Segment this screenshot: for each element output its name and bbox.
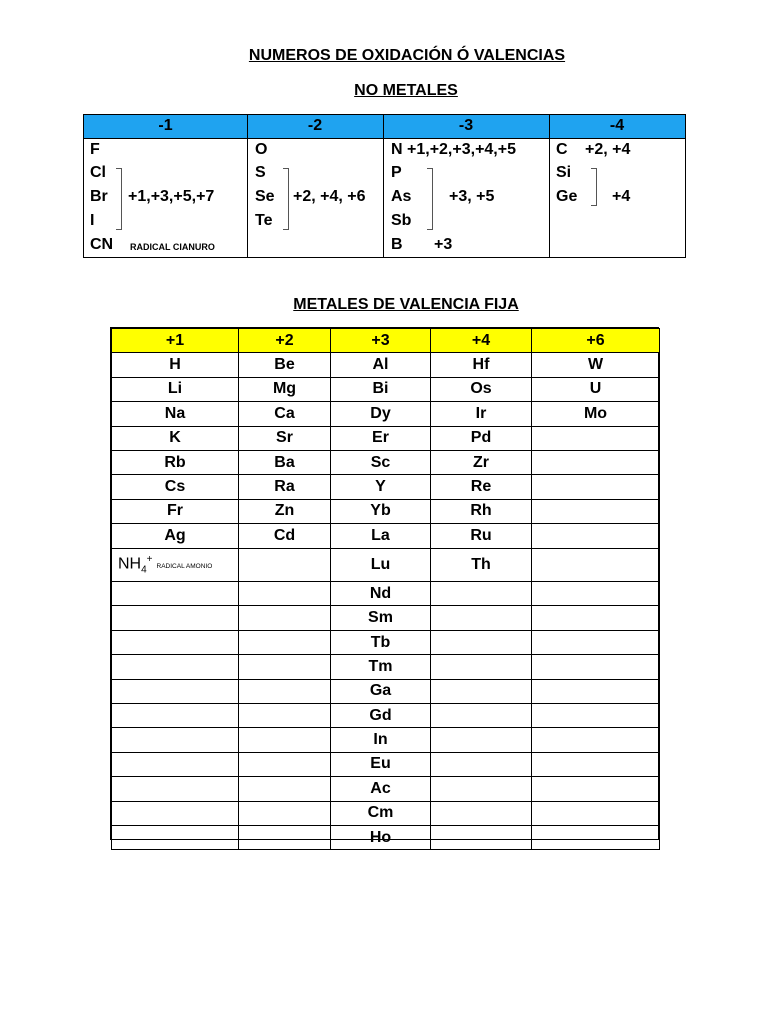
table-row (112, 679, 660, 703)
no-metales-title: NO METALES (354, 82, 458, 99)
table-row (112, 606, 660, 630)
element-cell: Dy (331, 402, 431, 426)
element-symbol: S (255, 164, 266, 181)
element-cell (112, 606, 239, 630)
element-cell: Hf (431, 353, 532, 377)
element-cell (112, 825, 239, 849)
element-cell (239, 752, 331, 776)
element-symbol: Sb (391, 212, 412, 229)
element-cell (532, 703, 660, 727)
element-symbol: O (255, 141, 268, 158)
element-cell (431, 606, 532, 630)
metales-header-row (112, 329, 660, 353)
element-cell (112, 582, 239, 606)
ammonium-radical-cell (112, 548, 239, 582)
element-symbol: P (391, 164, 402, 181)
element-cell: Ac (331, 777, 431, 801)
metales-fija-title: METALES DE VALENCIA FIJA (293, 296, 519, 313)
bracket-icon (283, 168, 289, 230)
element-symbol: Se (255, 188, 275, 205)
valence-values: +3, +5 (449, 188, 495, 205)
column-divider (383, 115, 384, 257)
column-divider (247, 115, 248, 257)
element-cell: Be (239, 353, 331, 377)
metales-valencia-fija-table (110, 327, 659, 846)
element-symbol: Ge (556, 188, 578, 205)
element-cell: Zn (239, 499, 331, 523)
element-cell: Eu (331, 752, 431, 776)
header-cell: -4 (609, 117, 625, 134)
element-cell: Tb (331, 630, 431, 654)
element-cell: Re (431, 475, 532, 499)
element-symbol: Br (90, 188, 108, 205)
element-cell: Mg (239, 377, 331, 401)
element-symbol: Te (255, 212, 273, 229)
bracket-icon (427, 168, 433, 230)
radical-label: RADICAL CIANURO (130, 242, 215, 252)
element-cell (431, 825, 532, 849)
element-cell (431, 655, 532, 679)
element-cell (431, 582, 532, 606)
element-cell (532, 499, 660, 523)
element-cell: Ca (239, 402, 331, 426)
element-cell (532, 752, 660, 776)
table-row (112, 752, 660, 776)
table-row (112, 377, 660, 401)
header-cell: +3 (331, 329, 431, 353)
element-cell: Nd (331, 582, 431, 606)
table-row (112, 524, 660, 548)
valence-values: +1,+3,+5,+7 (128, 188, 215, 205)
header-cell: -3 (458, 117, 474, 134)
table-row (112, 703, 660, 727)
element-cell: Rh (431, 499, 532, 523)
element-symbol: Cl (90, 164, 106, 181)
element-cell: Ru (431, 524, 532, 548)
table-row (112, 630, 660, 654)
element-cell (112, 679, 239, 703)
table-row (112, 728, 660, 752)
element-cell (431, 801, 532, 825)
element-cell: In (331, 728, 431, 752)
valence-values: +4 (612, 188, 631, 205)
element-cell: Sc (331, 450, 431, 474)
table-row (112, 450, 660, 474)
element-cell (532, 679, 660, 703)
element-cell: Tm (331, 655, 431, 679)
element-cell: Li (112, 377, 239, 401)
element-cell: Al (331, 353, 431, 377)
element-cell (532, 801, 660, 825)
element-cell (431, 777, 532, 801)
element-cell: Y (331, 475, 431, 499)
element-cell (112, 801, 239, 825)
ammonium-formula: NH (118, 554, 142, 572)
valence-values: +2, +4, +6 (293, 188, 366, 205)
page-title: NUMEROS DE OXIDACIÓN Ó VALENCIAS (248, 47, 566, 64)
element-cell: Rb (112, 450, 239, 474)
element-symbol: B (391, 236, 403, 253)
element-symbol: Si (556, 164, 572, 181)
element-cell (112, 752, 239, 776)
element-cell (431, 630, 532, 654)
element-cell: Pd (431, 426, 532, 450)
element-cell: Gd (331, 703, 431, 727)
table-row (112, 777, 660, 801)
element-cell (532, 450, 660, 474)
table-row (112, 499, 660, 523)
element-cell (239, 582, 331, 606)
element-cell: Cs (112, 475, 239, 499)
valence-values: +2, +4 (585, 141, 631, 158)
element-cell (532, 777, 660, 801)
element-cell (532, 524, 660, 548)
header-cell: -1 (158, 117, 173, 134)
element-cell: Ga (331, 679, 431, 703)
element-cell (239, 801, 331, 825)
element-cell: Na (112, 402, 239, 426)
bracket-icon (116, 168, 122, 230)
element-cell (431, 728, 532, 752)
element-cell (532, 630, 660, 654)
element-cell (431, 703, 532, 727)
column-divider (549, 115, 550, 257)
element-cell: U (532, 377, 660, 401)
element-cell: Ho (331, 825, 431, 849)
element-cell (112, 728, 239, 752)
element-cell (532, 655, 660, 679)
element-symbol: CN (90, 236, 114, 253)
element-cell: Fr (112, 499, 239, 523)
element-cell (532, 475, 660, 499)
element-cell: H (112, 353, 239, 377)
valence-values: +3 (434, 236, 453, 253)
element-cell (239, 679, 331, 703)
ammonium-charge: + (146, 553, 153, 565)
element-cell (431, 679, 532, 703)
element-cell: Sm (331, 606, 431, 630)
radical-label: RADICAL AMONIO (156, 562, 213, 570)
element-cell (112, 655, 239, 679)
element-cell (239, 703, 331, 727)
element-cell: K (112, 426, 239, 450)
element-cell (239, 630, 331, 654)
table-row (112, 353, 660, 377)
element-cell (532, 825, 660, 849)
element-cell: Zr (431, 450, 532, 474)
element-cell: Ag (112, 524, 239, 548)
element-cell (532, 728, 660, 752)
element-cell (532, 548, 660, 582)
element-cell (239, 728, 331, 752)
element-symbol: N +1,+2,+3,+4,+5 (391, 141, 516, 158)
element-cell: Ra (239, 475, 331, 499)
element-cell: Mo (532, 402, 660, 426)
element-cell: La (331, 524, 431, 548)
bracket-icon (591, 168, 597, 206)
element-cell (239, 606, 331, 630)
header-cell: +2 (239, 329, 331, 353)
element-cell: Sr (239, 426, 331, 450)
element-cell (532, 582, 660, 606)
element-symbol: F (90, 141, 100, 158)
header-cell: -2 (307, 117, 323, 134)
element-cell: W (532, 353, 660, 377)
element-cell: Bi (331, 377, 431, 401)
element-cell (532, 606, 660, 630)
element-symbol: I (90, 212, 95, 229)
header-cell: +1 (112, 329, 239, 353)
element-cell: Os (431, 377, 532, 401)
no-metales-table (83, 114, 686, 258)
element-cell: Th (431, 548, 532, 582)
table-row (112, 548, 660, 582)
element-cell: Er (331, 426, 431, 450)
header-cell: +4 (431, 329, 532, 353)
element-cell: Ba (239, 450, 331, 474)
header-cell: +6 (532, 329, 660, 353)
element-cell (431, 752, 532, 776)
element-cell (239, 825, 331, 849)
element-cell: Yb (331, 499, 431, 523)
element-cell: Lu (331, 548, 431, 582)
table-row (112, 801, 660, 825)
element-cell (112, 630, 239, 654)
element-cell: Cd (239, 524, 331, 548)
table-row (112, 582, 660, 606)
ammonium-subscript: 4 (141, 564, 147, 576)
element-cell (532, 426, 660, 450)
element-symbol: C (556, 141, 568, 158)
element-cell (239, 655, 331, 679)
element-symbol: As (391, 188, 412, 205)
table-row (112, 426, 660, 450)
table-row (112, 825, 660, 849)
element-cell (239, 777, 331, 801)
element-cell (112, 777, 239, 801)
element-cell: Cm (331, 801, 431, 825)
table-row (112, 475, 660, 499)
element-cell (112, 703, 239, 727)
element-cell (239, 548, 331, 582)
element-cell: Ir (431, 402, 532, 426)
table-row (112, 402, 660, 426)
table-row (112, 655, 660, 679)
